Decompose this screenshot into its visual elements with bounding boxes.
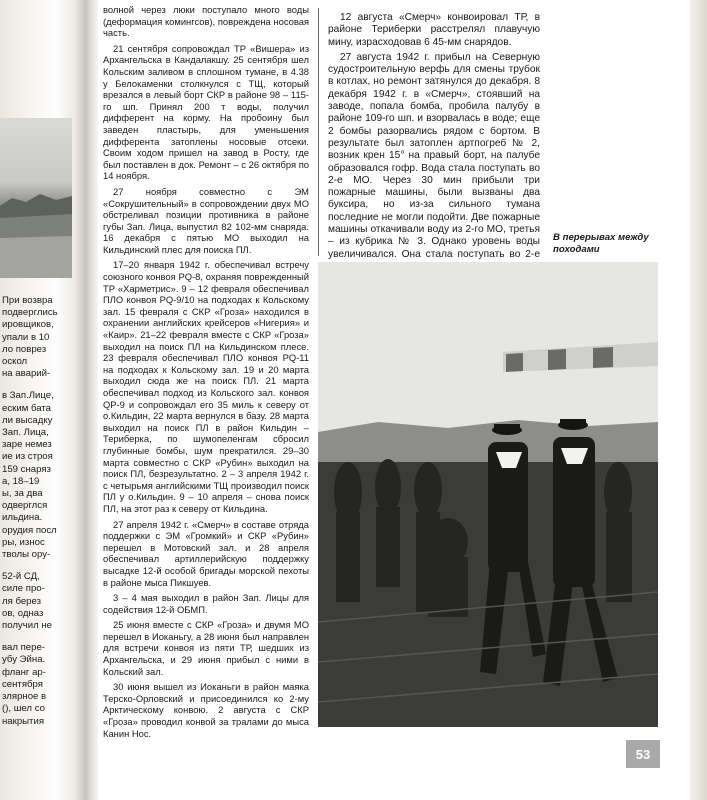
left-page-line: заре немез bbox=[2, 439, 52, 451]
left-page-line: а, 18–19 bbox=[2, 475, 40, 487]
left-page-line: ля берез bbox=[2, 595, 42, 607]
left-page-line: ов, одназ bbox=[2, 607, 44, 619]
left-page-line: ие из строя bbox=[2, 451, 53, 463]
left-page-line: накрытия bbox=[2, 715, 45, 727]
left-page-line: получил не bbox=[2, 620, 52, 632]
left-page-line: (), шел со bbox=[2, 703, 45, 715]
left-page-photo bbox=[0, 118, 72, 278]
left-page-line: ировщиков, bbox=[2, 319, 54, 331]
text-column-2 bbox=[328, 12, 540, 289]
left-page-line: вал пере- bbox=[2, 642, 45, 654]
photo-caption: В перерывах между походами bbox=[553, 232, 649, 255]
left-page-line: ры, износ bbox=[2, 536, 45, 548]
left-page-line bbox=[2, 632, 78, 642]
left-page-line: ильдина. bbox=[2, 512, 43, 524]
left-page-line: убу Эйна. bbox=[2, 654, 46, 666]
left-page-line: При возвра bbox=[2, 295, 53, 306]
left-page-line: одверглся bbox=[2, 500, 48, 512]
left-page-line bbox=[2, 561, 78, 571]
left-page-line: в Зап.Лице, bbox=[2, 390, 54, 402]
left-page-line: ли высадку bbox=[2, 414, 53, 426]
left-page-line: упали в 10 bbox=[2, 331, 50, 343]
left-page-line: на аварий- bbox=[2, 368, 51, 380]
left-page-line: 52-й СД, bbox=[2, 571, 40, 583]
left-page-line bbox=[2, 380, 78, 390]
sailors-dancing-photo bbox=[318, 262, 658, 727]
page-number: 53 bbox=[626, 740, 660, 768]
left-page-line: злярное в bbox=[2, 691, 47, 703]
paragraph-shipyard-bombing: 27 августа 1942 г. прибыл на Северную судостроительную верфь для смены трубок в котлах, но ремонт затянулся до декабря. 8 декабря 1942 г. в «Смерч», стоявший на заводе, попала бомба, пробила палубу в районе 109-го шп. и взорвалась в воде; еще 2 бомбы разорвались рядом с бортом. В результате был затоплен артпогреб № 2, возник крен 15° на правый борт, на палубе образовался гофр. Вода стала поступать во 2-е МО. Через 30 мин прибыли три пожарные машины, были вызваны два буксира, но из-за сильного тумана последние не могли подойти. Две пожарные машины откачивали воду из 2-го МО, третья – из кубрика № 3. Однако уровень воды увеличивался. Она стала поступать во 2-е bbox=[328, 51, 540, 260]
paragraph-september-collision: 21 сентября сопровождал ТР «Вишера» из Архангельска в Кандалакшу. 25 сентября шел Кольским заливом в сплошном тумане, в 4.38 у Белокаменки столкнулся с ТЩ, который врезался в левый борт СКР в районе 98 – 115-го шп. Принял 200 т воды, получил дифферент на корму. На пробоину был заведен пластырь, для уменьшения дифферента затоплены носовые отсеки. Своим ходом пришел на завод в Росту, где был поставлен в док. Ремонт – с 26 октября по 14 ноября. bbox=[103, 42, 309, 182]
sailors-on-deck-image bbox=[318, 262, 658, 727]
left-page-line: сентября bbox=[2, 678, 43, 690]
paragraph-hull-damage: волной через люки поступало много воды (деформация комингсов), повреждена носовая часть. bbox=[103, 4, 309, 39]
left-page-line: оскол bbox=[2, 356, 28, 368]
left-page-line: Зап. Лица, bbox=[2, 427, 49, 439]
text-column-1 bbox=[103, 4, 309, 743]
paragraph-august-mine: 12 августа «Смерч» конвоировал ТР, в районе Териберки расстрелял плавучую мину, израсходовав 6 45-мм снарядов. bbox=[328, 12, 540, 48]
left-page-line: силе про- bbox=[2, 583, 45, 595]
left-page-line: еским бата bbox=[2, 402, 51, 414]
page-edge bbox=[690, 0, 707, 800]
column-divider bbox=[318, 8, 319, 256]
left-page-line: ы, за два bbox=[2, 488, 43, 500]
paragraph-june-iokanga: 25 июня вместе с СКР «Гроза» и двумя МО перешел в Иоканьгу, а 28 июня был направлен для встречи конвоя из пяти ТР, шедших из Архангельска, и 29 июня прибыл с ними в Кольский зал. bbox=[103, 619, 309, 677]
left-page-line: тволы ору- bbox=[2, 549, 51, 561]
left-page-line: орудия посл bbox=[2, 524, 57, 536]
left-page-line: фланг ар- bbox=[2, 666, 46, 678]
book-gutter bbox=[76, 0, 98, 800]
paragraph-arctic-convoy: 30 июня вышел из Иоканьги в район маяка Терско-Орловский и присоединился ко 2-му Арктическому конвою. 2 августа с СКР «Гроза» проводил конвой за тралами до мыса Канин Нос. bbox=[103, 681, 309, 739]
paragraph-convoy-operations-1942: 17–20 января 1942 г. обеспечивал встречу союзного конвоя PQ-8, охраняя поврежденный ТР «Харметрис». 9 – 12 февраля обеспечивал ПЛО конвоя PQ-9/10 на подходах к Кольскому зал. 15 февраля с СКР «Гроза» находился в охранении английских крейсеров «Нигерия» и «Каир». 21–22 февраля вместе с СКР «Гроза» выходил на поиск ПЛ на Кильдинском плесе. 23 февраля обеспечивал ПЛО конвоя PQ-11 на подходах к Кольскому зал. 19 и 20 марта выходил сюда же на поиск ПЛ. 21 марта обеспечивал подход из Кольского зал. конвоя QP-9 и сопровождал его 35 миль к северу от о.Кильдин, 22 марта вернулся в базу. 28 марта выходил на поиск ПЛ в район Кильдин – Териберка, по шумопеленгам сбросил глубинные бомбы, шум прекратился. 29–30 марта совместно с СКР «Рубин» выходил на поиск ПЛ, безрезультатно. 2 – 3 апреля 1942 г. с четырьмя английскими ТЩ производил поиск ПЛ у о.Кильдин. 9 – 10 апреля – снова поиск ПЛ, на этот раз к северу от Кильдина. bbox=[103, 259, 309, 514]
paragraph-may-obmp: 3 – 4 мая выходил в район Зап. Лицы для содействия 12-й ОБМП. bbox=[103, 592, 309, 615]
paragraph-november-shelling: 27 ноября совместно с ЭМ «Сокрушительный» в сопровождении двух МО обстреливал позиции противника в районе губы Зап. Лица, выпустил 82 102-мм снаряда. 16 декабря с пятью МО выходил на Кильдинский плес для поиска ПЛ. bbox=[103, 185, 309, 255]
left-page-text-fragment bbox=[2, 295, 78, 728]
left-page-spread bbox=[0, 0, 80, 800]
left-page-line: подверглись bbox=[2, 307, 58, 319]
left-page-line: ло поврез bbox=[2, 343, 47, 355]
left-page-line: 159 снаряз bbox=[2, 463, 51, 475]
paragraph-april-landing-support: 27 апреля 1942 г. «Смерч» в составе отряда поддержки с ЭМ «Громкий» и СКР «Рубин» перешел в Мотовский зал. и 28 апреля обеспечивал артиллерийскую поддержку высадке 12-й особой бригады морской пехоты в районе мыса Пикшуев. bbox=[103, 518, 309, 588]
mountain-landscape-image bbox=[0, 118, 72, 278]
